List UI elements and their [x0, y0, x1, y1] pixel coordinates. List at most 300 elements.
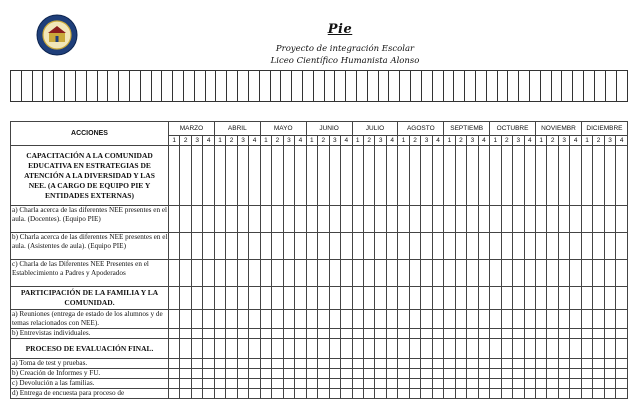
schedule-cell[interactable] [490, 379, 501, 389]
schedule-cell[interactable] [237, 369, 248, 379]
schedule-cell[interactable] [180, 379, 191, 389]
schedule-cell[interactable] [283, 369, 294, 379]
schedule-cell[interactable] [237, 146, 248, 206]
schedule-cell[interactable] [581, 339, 592, 359]
schedule-cell[interactable] [214, 379, 225, 389]
schedule-cell[interactable] [604, 260, 615, 287]
schedule-cell[interactable] [203, 359, 214, 369]
schedule-cell[interactable] [249, 287, 260, 310]
schedule-cell[interactable] [467, 379, 478, 389]
schedule-cell[interactable] [306, 339, 317, 359]
schedule-cell[interactable] [295, 206, 306, 233]
schedule-cell[interactable] [444, 260, 455, 287]
schedule-cell[interactable] [237, 389, 248, 399]
schedule-cell[interactable] [409, 369, 420, 379]
schedule-cell[interactable] [237, 287, 248, 310]
schedule-cell[interactable] [558, 206, 569, 233]
schedule-cell[interactable] [306, 233, 317, 260]
schedule-cell[interactable] [191, 359, 202, 369]
schedule-cell[interactable] [570, 329, 581, 339]
schedule-cell[interactable] [432, 339, 443, 359]
schedule-cell[interactable] [455, 379, 466, 389]
schedule-cell[interactable] [524, 369, 535, 379]
schedule-cell[interactable] [490, 339, 501, 359]
schedule-cell[interactable] [524, 379, 535, 389]
schedule-cell[interactable] [536, 339, 547, 359]
schedule-cell[interactable] [260, 260, 271, 287]
schedule-cell[interactable] [352, 339, 363, 359]
schedule-cell[interactable] [478, 379, 489, 389]
schedule-cell[interactable] [536, 310, 547, 329]
schedule-cell[interactable] [558, 146, 569, 206]
schedule-cell[interactable] [352, 379, 363, 389]
schedule-cell[interactable] [558, 329, 569, 339]
schedule-cell[interactable] [306, 310, 317, 329]
schedule-cell[interactable] [616, 369, 628, 379]
schedule-cell[interactable] [169, 389, 180, 399]
schedule-cell[interactable] [191, 389, 202, 399]
schedule-cell[interactable] [455, 329, 466, 339]
schedule-cell[interactable] [455, 359, 466, 369]
schedule-cell[interactable] [616, 206, 628, 233]
schedule-cell[interactable] [363, 146, 374, 206]
schedule-cell[interactable] [169, 260, 180, 287]
schedule-cell[interactable] [513, 260, 524, 287]
schedule-cell[interactable] [444, 359, 455, 369]
schedule-cell[interactable] [203, 287, 214, 310]
schedule-cell[interactable] [501, 329, 512, 339]
schedule-cell[interactable] [386, 379, 397, 389]
schedule-cell[interactable] [616, 329, 628, 339]
schedule-cell[interactable] [536, 146, 547, 206]
schedule-cell[interactable] [536, 233, 547, 260]
schedule-cell[interactable] [214, 287, 225, 310]
schedule-cell[interactable] [341, 310, 352, 329]
schedule-cell[interactable] [524, 146, 535, 206]
schedule-cell[interactable] [604, 339, 615, 359]
schedule-cell[interactable] [421, 369, 432, 379]
schedule-cell[interactable] [329, 287, 340, 310]
schedule-cell[interactable] [375, 389, 386, 399]
schedule-cell[interactable] [386, 369, 397, 379]
schedule-cell[interactable] [570, 287, 581, 310]
schedule-cell[interactable] [226, 359, 237, 369]
schedule-cell[interactable] [295, 310, 306, 329]
schedule-cell[interactable] [409, 379, 420, 389]
schedule-cell[interactable] [604, 310, 615, 329]
schedule-cell[interactable] [237, 339, 248, 359]
schedule-cell[interactable] [455, 260, 466, 287]
schedule-cell[interactable] [432, 389, 443, 399]
schedule-cell[interactable] [329, 379, 340, 389]
schedule-cell[interactable] [226, 379, 237, 389]
schedule-cell[interactable] [214, 329, 225, 339]
schedule-cell[interactable] [329, 339, 340, 359]
schedule-cell[interactable] [363, 260, 374, 287]
schedule-cell[interactable] [341, 389, 352, 399]
schedule-cell[interactable] [169, 329, 180, 339]
schedule-cell[interactable] [341, 233, 352, 260]
schedule-cell[interactable] [501, 206, 512, 233]
schedule-cell[interactable] [604, 287, 615, 310]
schedule-cell[interactable] [513, 389, 524, 399]
schedule-cell[interactable] [329, 329, 340, 339]
schedule-cell[interactable] [513, 206, 524, 233]
schedule-cell[interactable] [444, 389, 455, 399]
schedule-cell[interactable] [260, 379, 271, 389]
schedule-cell[interactable] [237, 206, 248, 233]
schedule-cell[interactable] [524, 287, 535, 310]
schedule-cell[interactable] [467, 369, 478, 379]
schedule-cell[interactable] [547, 310, 558, 329]
schedule-cell[interactable] [352, 310, 363, 329]
schedule-cell[interactable] [226, 206, 237, 233]
schedule-cell[interactable] [283, 146, 294, 206]
schedule-cell[interactable] [191, 339, 202, 359]
schedule-cell[interactable] [467, 287, 478, 310]
schedule-cell[interactable] [283, 329, 294, 339]
schedule-cell[interactable] [432, 260, 443, 287]
schedule-cell[interactable] [432, 359, 443, 369]
schedule-cell[interactable] [444, 329, 455, 339]
schedule-cell[interactable] [581, 206, 592, 233]
schedule-cell[interactable] [581, 389, 592, 399]
schedule-cell[interactable] [524, 233, 535, 260]
schedule-cell[interactable] [260, 329, 271, 339]
schedule-cell[interactable] [237, 233, 248, 260]
schedule-cell[interactable] [570, 359, 581, 369]
schedule-cell[interactable] [386, 359, 397, 369]
schedule-cell[interactable] [536, 287, 547, 310]
schedule-cell[interactable] [180, 329, 191, 339]
schedule-cell[interactable] [398, 389, 409, 399]
schedule-cell[interactable] [272, 369, 283, 379]
schedule-cell[interactable] [444, 206, 455, 233]
schedule-cell[interactable] [570, 233, 581, 260]
schedule-cell[interactable] [329, 260, 340, 287]
schedule-cell[interactable] [180, 146, 191, 206]
schedule-cell[interactable] [432, 206, 443, 233]
schedule-cell[interactable] [478, 146, 489, 206]
schedule-cell[interactable] [329, 206, 340, 233]
schedule-cell[interactable] [490, 233, 501, 260]
schedule-cell[interactable] [581, 310, 592, 329]
schedule-cell[interactable] [375, 339, 386, 359]
schedule-cell[interactable] [226, 310, 237, 329]
schedule-cell[interactable] [260, 359, 271, 369]
schedule-cell[interactable] [363, 379, 374, 389]
schedule-cell[interactable] [272, 310, 283, 329]
schedule-cell[interactable] [318, 369, 329, 379]
schedule-cell[interactable] [467, 260, 478, 287]
schedule-cell[interactable] [536, 389, 547, 399]
schedule-cell[interactable] [272, 233, 283, 260]
schedule-cell[interactable] [501, 146, 512, 206]
schedule-cell[interactable] [260, 287, 271, 310]
schedule-cell[interactable] [593, 339, 604, 359]
schedule-cell[interactable] [203, 329, 214, 339]
schedule-cell[interactable] [283, 310, 294, 329]
schedule-cell[interactable] [260, 146, 271, 206]
schedule-cell[interactable] [398, 206, 409, 233]
schedule-cell[interactable] [249, 310, 260, 329]
schedule-cell[interactable] [513, 369, 524, 379]
schedule-cell[interactable] [214, 339, 225, 359]
schedule-cell[interactable] [352, 329, 363, 339]
schedule-cell[interactable] [444, 233, 455, 260]
schedule-cell[interactable] [604, 379, 615, 389]
schedule-cell[interactable] [501, 389, 512, 399]
schedule-cell[interactable] [375, 146, 386, 206]
schedule-cell[interactable] [604, 329, 615, 339]
schedule-cell[interactable] [467, 339, 478, 359]
schedule-cell[interactable] [593, 329, 604, 339]
schedule-cell[interactable] [318, 287, 329, 310]
schedule-cell[interactable] [604, 233, 615, 260]
schedule-cell[interactable] [455, 369, 466, 379]
schedule-cell[interactable] [226, 146, 237, 206]
schedule-cell[interactable] [180, 359, 191, 369]
schedule-cell[interactable] [329, 233, 340, 260]
schedule-cell[interactable] [329, 310, 340, 329]
schedule-cell[interactable] [490, 206, 501, 233]
schedule-cell[interactable] [318, 206, 329, 233]
schedule-cell[interactable] [341, 379, 352, 389]
schedule-cell[interactable] [432, 233, 443, 260]
schedule-cell[interactable] [375, 287, 386, 310]
schedule-cell[interactable] [547, 206, 558, 233]
schedule-cell[interactable] [191, 329, 202, 339]
schedule-cell[interactable] [249, 389, 260, 399]
schedule-cell[interactable] [570, 339, 581, 359]
schedule-cell[interactable] [409, 359, 420, 369]
schedule-cell[interactable] [513, 287, 524, 310]
schedule-cell[interactable] [558, 233, 569, 260]
schedule-cell[interactable] [341, 260, 352, 287]
schedule-cell[interactable] [558, 260, 569, 287]
schedule-cell[interactable] [203, 260, 214, 287]
schedule-cell[interactable] [409, 146, 420, 206]
schedule-cell[interactable] [237, 379, 248, 389]
schedule-cell[interactable] [226, 369, 237, 379]
schedule-cell[interactable] [558, 359, 569, 369]
schedule-cell[interactable] [352, 260, 363, 287]
schedule-cell[interactable] [478, 369, 489, 379]
schedule-cell[interactable] [318, 260, 329, 287]
schedule-cell[interactable] [421, 379, 432, 389]
schedule-cell[interactable] [398, 146, 409, 206]
schedule-cell[interactable] [226, 233, 237, 260]
schedule-cell[interactable] [226, 260, 237, 287]
schedule-cell[interactable] [547, 379, 558, 389]
schedule-cell[interactable] [191, 206, 202, 233]
schedule-cell[interactable] [318, 389, 329, 399]
schedule-cell[interactable] [547, 146, 558, 206]
schedule-cell[interactable] [616, 359, 628, 369]
schedule-cell[interactable] [524, 206, 535, 233]
schedule-cell[interactable] [455, 339, 466, 359]
schedule-cell[interactable] [593, 389, 604, 399]
schedule-cell[interactable] [547, 339, 558, 359]
schedule-cell[interactable] [283, 233, 294, 260]
schedule-cell[interactable] [593, 287, 604, 310]
schedule-cell[interactable] [180, 339, 191, 359]
schedule-cell[interactable] [203, 146, 214, 206]
schedule-cell[interactable] [375, 329, 386, 339]
schedule-cell[interactable] [295, 329, 306, 339]
schedule-cell[interactable] [363, 369, 374, 379]
schedule-cell[interactable] [444, 379, 455, 389]
schedule-cell[interactable] [363, 206, 374, 233]
schedule-cell[interactable] [513, 329, 524, 339]
schedule-cell[interactable] [524, 389, 535, 399]
schedule-cell[interactable] [421, 339, 432, 359]
schedule-cell[interactable] [272, 287, 283, 310]
schedule-cell[interactable] [467, 389, 478, 399]
schedule-cell[interactable] [363, 389, 374, 399]
schedule-cell[interactable] [214, 310, 225, 329]
schedule-cell[interactable] [421, 310, 432, 329]
schedule-cell[interactable] [570, 379, 581, 389]
schedule-cell[interactable] [432, 369, 443, 379]
schedule-cell[interactable] [581, 379, 592, 389]
schedule-cell[interactable] [214, 260, 225, 287]
schedule-cell[interactable] [478, 206, 489, 233]
schedule-cell[interactable] [386, 329, 397, 339]
schedule-cell[interactable] [513, 339, 524, 359]
schedule-cell[interactable] [295, 369, 306, 379]
schedule-cell[interactable] [341, 329, 352, 339]
schedule-cell[interactable] [501, 379, 512, 389]
schedule-cell[interactable] [214, 359, 225, 369]
schedule-cell[interactable] [352, 146, 363, 206]
schedule-cell[interactable] [524, 260, 535, 287]
schedule-cell[interactable] [490, 287, 501, 310]
schedule-cell[interactable] [616, 389, 628, 399]
schedule-cell[interactable] [386, 339, 397, 359]
schedule-cell[interactable] [169, 233, 180, 260]
schedule-cell[interactable] [398, 339, 409, 359]
schedule-cell[interactable] [375, 359, 386, 369]
schedule-cell[interactable] [398, 233, 409, 260]
schedule-cell[interactable] [191, 379, 202, 389]
schedule-cell[interactable] [283, 287, 294, 310]
schedule-cell[interactable] [536, 369, 547, 379]
schedule-cell[interactable] [329, 146, 340, 206]
schedule-cell[interactable] [501, 287, 512, 310]
schedule-cell[interactable] [593, 359, 604, 369]
schedule-cell[interactable] [593, 369, 604, 379]
schedule-cell[interactable] [593, 260, 604, 287]
schedule-cell[interactable] [191, 260, 202, 287]
schedule-cell[interactable] [421, 329, 432, 339]
schedule-cell[interactable] [398, 329, 409, 339]
schedule-cell[interactable] [432, 146, 443, 206]
schedule-cell[interactable] [226, 339, 237, 359]
schedule-cell[interactable] [478, 339, 489, 359]
schedule-cell[interactable] [352, 233, 363, 260]
schedule-cell[interactable] [352, 359, 363, 369]
schedule-cell[interactable] [249, 233, 260, 260]
schedule-cell[interactable] [203, 389, 214, 399]
schedule-cell[interactable] [203, 233, 214, 260]
schedule-cell[interactable] [501, 310, 512, 329]
schedule-cell[interactable] [386, 310, 397, 329]
schedule-cell[interactable] [478, 233, 489, 260]
schedule-cell[interactable] [455, 206, 466, 233]
schedule-cell[interactable] [363, 310, 374, 329]
schedule-cell[interactable] [409, 389, 420, 399]
schedule-cell[interactable] [249, 339, 260, 359]
schedule-cell[interactable] [341, 369, 352, 379]
schedule-cell[interactable] [295, 359, 306, 369]
schedule-cell[interactable] [604, 359, 615, 369]
schedule-cell[interactable] [341, 146, 352, 206]
schedule-cell[interactable] [375, 260, 386, 287]
schedule-cell[interactable] [272, 379, 283, 389]
schedule-cell[interactable] [249, 146, 260, 206]
schedule-cell[interactable] [524, 329, 535, 339]
schedule-cell[interactable] [272, 359, 283, 369]
schedule-cell[interactable] [421, 233, 432, 260]
schedule-cell[interactable] [283, 260, 294, 287]
schedule-cell[interactable] [467, 310, 478, 329]
schedule-cell[interactable] [306, 146, 317, 206]
schedule-cell[interactable] [180, 206, 191, 233]
schedule-cell[interactable] [581, 369, 592, 379]
schedule-cell[interactable] [444, 339, 455, 359]
schedule-cell[interactable] [478, 389, 489, 399]
schedule-cell[interactable] [455, 389, 466, 399]
schedule-cell[interactable] [616, 379, 628, 389]
schedule-cell[interactable] [306, 379, 317, 389]
schedule-cell[interactable] [478, 310, 489, 329]
schedule-cell[interactable] [272, 389, 283, 399]
schedule-cell[interactable] [581, 260, 592, 287]
schedule-cell[interactable] [593, 146, 604, 206]
schedule-cell[interactable] [375, 233, 386, 260]
schedule-cell[interactable] [260, 206, 271, 233]
schedule-cell[interactable] [409, 260, 420, 287]
schedule-cell[interactable] [306, 260, 317, 287]
schedule-cell[interactable] [249, 379, 260, 389]
schedule-cell[interactable] [386, 146, 397, 206]
schedule-cell[interactable] [501, 339, 512, 359]
schedule-cell[interactable] [237, 260, 248, 287]
schedule-cell[interactable] [375, 206, 386, 233]
schedule-cell[interactable] [547, 329, 558, 339]
schedule-cell[interactable] [432, 287, 443, 310]
schedule-cell[interactable] [421, 206, 432, 233]
schedule-cell[interactable] [341, 206, 352, 233]
schedule-cell[interactable] [501, 369, 512, 379]
schedule-cell[interactable] [616, 339, 628, 359]
schedule-cell[interactable] [421, 287, 432, 310]
schedule-cell[interactable] [604, 146, 615, 206]
schedule-cell[interactable] [478, 260, 489, 287]
schedule-cell[interactable] [352, 206, 363, 233]
schedule-cell[interactable] [513, 379, 524, 389]
schedule-cell[interactable] [363, 287, 374, 310]
schedule-cell[interactable] [547, 369, 558, 379]
schedule-cell[interactable] [593, 379, 604, 389]
schedule-cell[interactable] [318, 329, 329, 339]
schedule-cell[interactable] [272, 339, 283, 359]
schedule-cell[interactable] [237, 329, 248, 339]
schedule-cell[interactable] [398, 369, 409, 379]
schedule-cell[interactable] [249, 359, 260, 369]
schedule-cell[interactable] [501, 233, 512, 260]
